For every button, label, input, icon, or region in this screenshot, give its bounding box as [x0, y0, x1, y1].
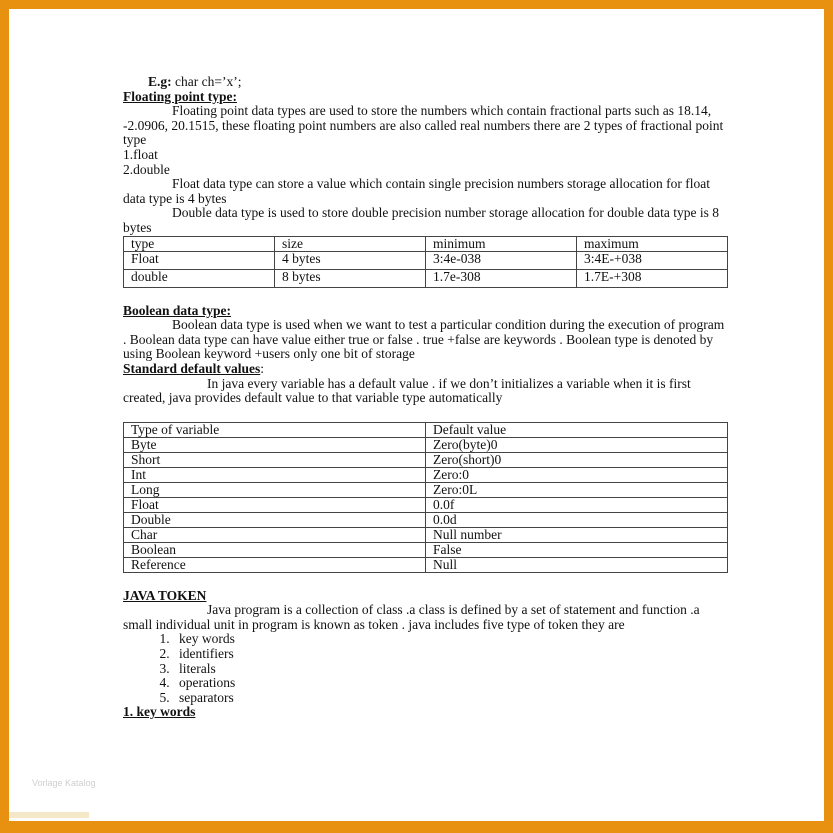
table-row — [124, 437, 728, 452]
table-cell: Long — [124, 482, 426, 497]
table-cell: 3:4e-038 — [426, 251, 577, 269]
table-cell: Boolean — [124, 542, 426, 557]
table-cell: Float — [124, 251, 275, 269]
table-cell: Short — [124, 452, 426, 467]
float-table — [123, 236, 728, 288]
table-header-cell: Default value — [426, 422, 728, 437]
table-cell: 8 bytes — [275, 269, 426, 287]
table-cell: Zero(short)0 — [426, 452, 728, 467]
boolean-heading: Boolean data type: — [123, 302, 231, 318]
table-cell: Int — [124, 467, 426, 482]
defaults-para: In java every variable has a default value . if we don’t initializes a variable when it is first created, java provides default value to that variable type automatically — [123, 375, 691, 406]
table-header-row — [124, 422, 728, 437]
table-header-cell: type — [124, 236, 275, 251]
table-row — [124, 269, 728, 287]
floating-para1: Floating point data types are used to store the numbers which contain fractional parts such as 18.14, -2.0906, 20.1515, these floating point numbers are also called real numbers there are 2 types of fractional point type — [123, 103, 724, 148]
table-cell: Double — [124, 512, 426, 527]
defaults-heading-line — [123, 362, 728, 377]
floating-type-2: 2.double — [123, 161, 170, 177]
table-cell: Null number — [426, 527, 728, 542]
table-header-cell: minimum — [426, 236, 577, 251]
example-line — [123, 75, 728, 90]
table-header-row — [124, 236, 728, 251]
defaults-heading: Standard default values — [123, 360, 261, 376]
floating-heading: Floating point type: — [123, 88, 238, 104]
table-row — [124, 467, 728, 482]
boolean-para: Boolean data type is used when we want to test a particular condition during the execution of program . Boolean data type can have value either true or false . true +false are keywords . Boolean type is denoted by using Boolean keyword +users only one bit of storage — [123, 317, 725, 362]
table-cell: Char — [124, 527, 426, 542]
table-cell: Zero:0 — [426, 467, 728, 482]
table-row — [124, 497, 728, 512]
defaults-colon: : — [260, 360, 265, 376]
token-list — [123, 632, 728, 705]
list-item: 4. operations — [173, 676, 728, 691]
table-cell: double — [124, 269, 275, 287]
table-cell: Zero:0L — [426, 482, 728, 497]
table-row — [124, 452, 728, 467]
table-cell: Reference — [124, 557, 426, 572]
list-item: 2. identifiers — [173, 647, 728, 662]
table-cell: Zero(byte)0 — [426, 437, 728, 452]
table-cell: False — [426, 542, 728, 557]
table-row — [124, 251, 728, 269]
table-cell: 0.0f — [426, 497, 728, 512]
table-cell: 4 bytes — [275, 251, 426, 269]
table-header-cell: maximum — [577, 236, 728, 251]
table-row — [124, 542, 728, 557]
floating-para3: Double data type is used to store double precision number storage allocation for double data type is 8 bytes — [123, 205, 719, 235]
floating-para2: Float data type can store a value which contain single precision numbers storage allocation for float data type is 4 bytes — [123, 176, 710, 206]
table-cell: 3:4E-+038 — [577, 251, 728, 269]
list-item: 5. separators — [173, 691, 728, 706]
spacer — [123, 288, 728, 304]
table-cell: 1.7E-+308 — [577, 269, 728, 287]
table-row — [124, 557, 728, 572]
table-header-cell: Type of variable — [124, 422, 426, 437]
spacer — [123, 573, 728, 589]
table-row — [124, 527, 728, 542]
table-cell: 1.7e-308 — [426, 269, 577, 287]
keywords-subheading: 1. key words — [123, 704, 196, 720]
example-code: char ch=’x’; — [171, 74, 242, 89]
watermark: Vorlage Katalog — [32, 778, 96, 788]
token-heading: JAVA TOKEN — [123, 587, 207, 603]
table-row — [124, 482, 728, 497]
table-row — [124, 512, 728, 527]
table-cell: Byte — [124, 437, 426, 452]
token-para: Java program is a collection of class .a class is defined by a set of statement and function .a small individual unit in program is known as token . java includes five type of token they are — [123, 602, 700, 632]
document-content — [123, 75, 728, 720]
document-page — [9, 9, 824, 821]
table-cell: Float — [124, 497, 426, 512]
spacer — [123, 406, 728, 422]
example-label: E.g: — [148, 74, 172, 89]
footer-bar — [9, 812, 89, 818]
default-values-table — [123, 422, 728, 573]
table-header-cell: size — [275, 236, 426, 251]
list-item: 3. literals — [173, 662, 728, 677]
table-cell: Null — [426, 557, 728, 572]
floating-type-1: 1.float — [123, 146, 158, 162]
list-item: 1. key words — [173, 632, 728, 647]
table-cell: 0.0d — [426, 512, 728, 527]
